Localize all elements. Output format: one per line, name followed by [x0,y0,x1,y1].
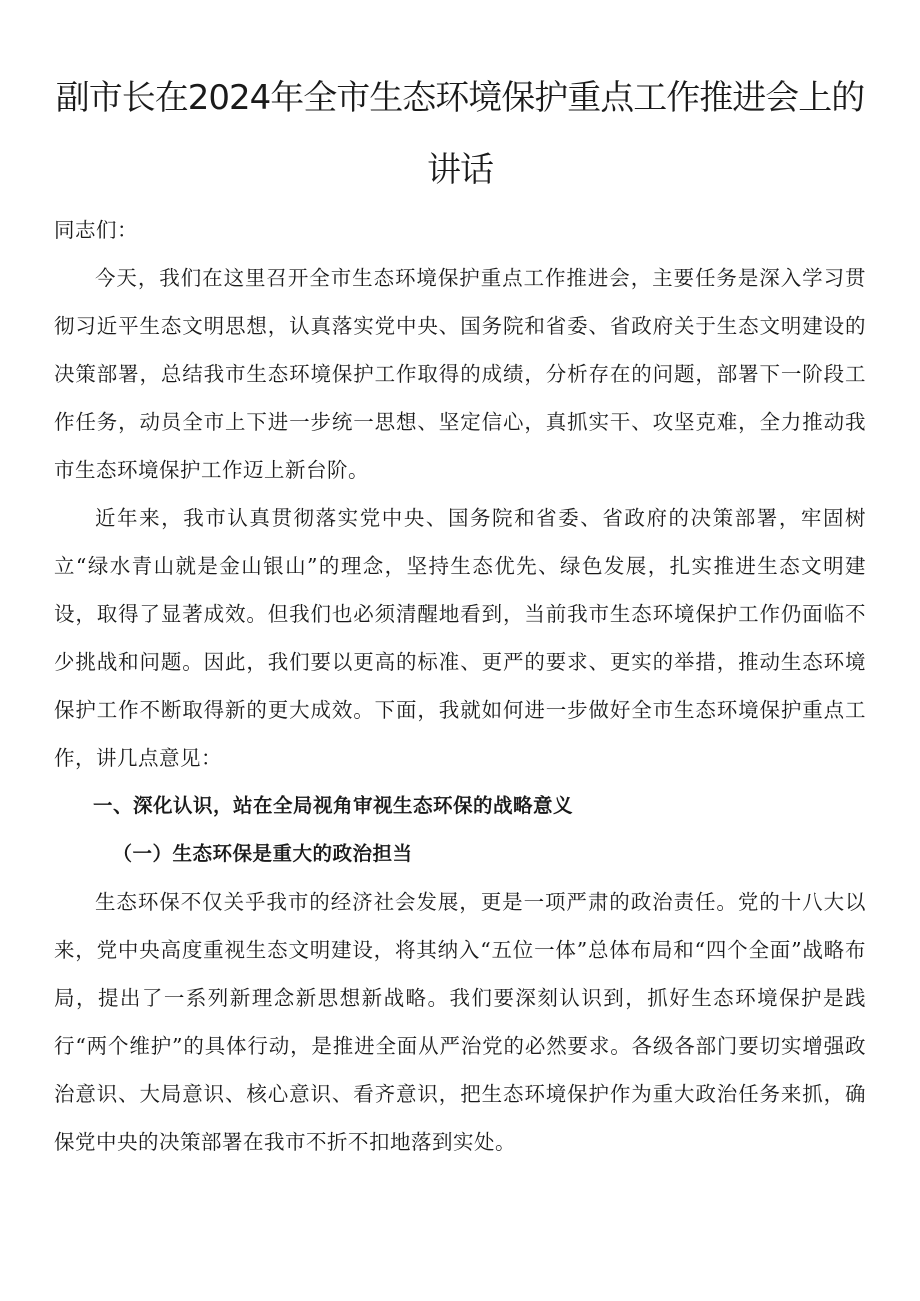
section-heading: 一、深化认识，站在全局视角审视生态环保的战略意义 [93,794,574,817]
document-title: 副市长在2024年全市生态环境保护重点工作推进会上的讲话 [55,78,865,190]
salutation: 同志们： [54,218,138,242]
intro-paragraph: 今天，我们在这里召开全市生态环境保护重点工作推进会，主要任务是深入学习贯彻习近平生态文明思想，认真落实党中央、国务院和省委、省政府关于生态文明建设的决策部署，总结我市生态环境保护工作取得的成绩，分析存在的问题，部署下一阶段工作任务，动员全市上下进一步统一思想、坚定信心，真抓实干、攻坚克难，全力推动我市生态环境保护工作迈上新台阶。 [54,266,866,482]
background-paragraph: 近年来，我市认真贯彻落实党中央、国务院和省委、省政府的决策部署，牢固树立“绿水青山就是金山银山”的理念，坚持生态优先、绿色发展，扎实推进生态文明建设，取得了显著成效。但我们也必须清醒地看到，当前我市生态环境保护工作仍面临不少挑战和问题。因此，我们要以更高的标准、更严的要求、更实的举措，推动生态环境保护工作不断取得新的更大成效。下面，我就如何进一步做好全市生态环境保护重点工作，讲几点意见： [54,506,866,770]
subsection-heading: （一）生态环保是重大的政治担当 [112,842,413,865]
subsection-paragraph: 生态环保不仅关乎我市的经济社会发展，更是一项严肃的政治责任。党的十八大以来，党中央高度重视生态文明建设，将其纳入“五位一体”总体布局和“四个全面”战略布局，提出了一系列新理念新思想新战略。我们要深刻认识到，抓好生态环境保护是践行“两个维护”的具体行动，是推进全面从严治党的必然要求。各级各部门要切实增强政治意识、大局意识、核心意识、看齐意识，把生态环境保护作为重大政治任务来抓，确保党中央的决策部署在我市不折不扣地落到实处。 [54,890,866,1154]
